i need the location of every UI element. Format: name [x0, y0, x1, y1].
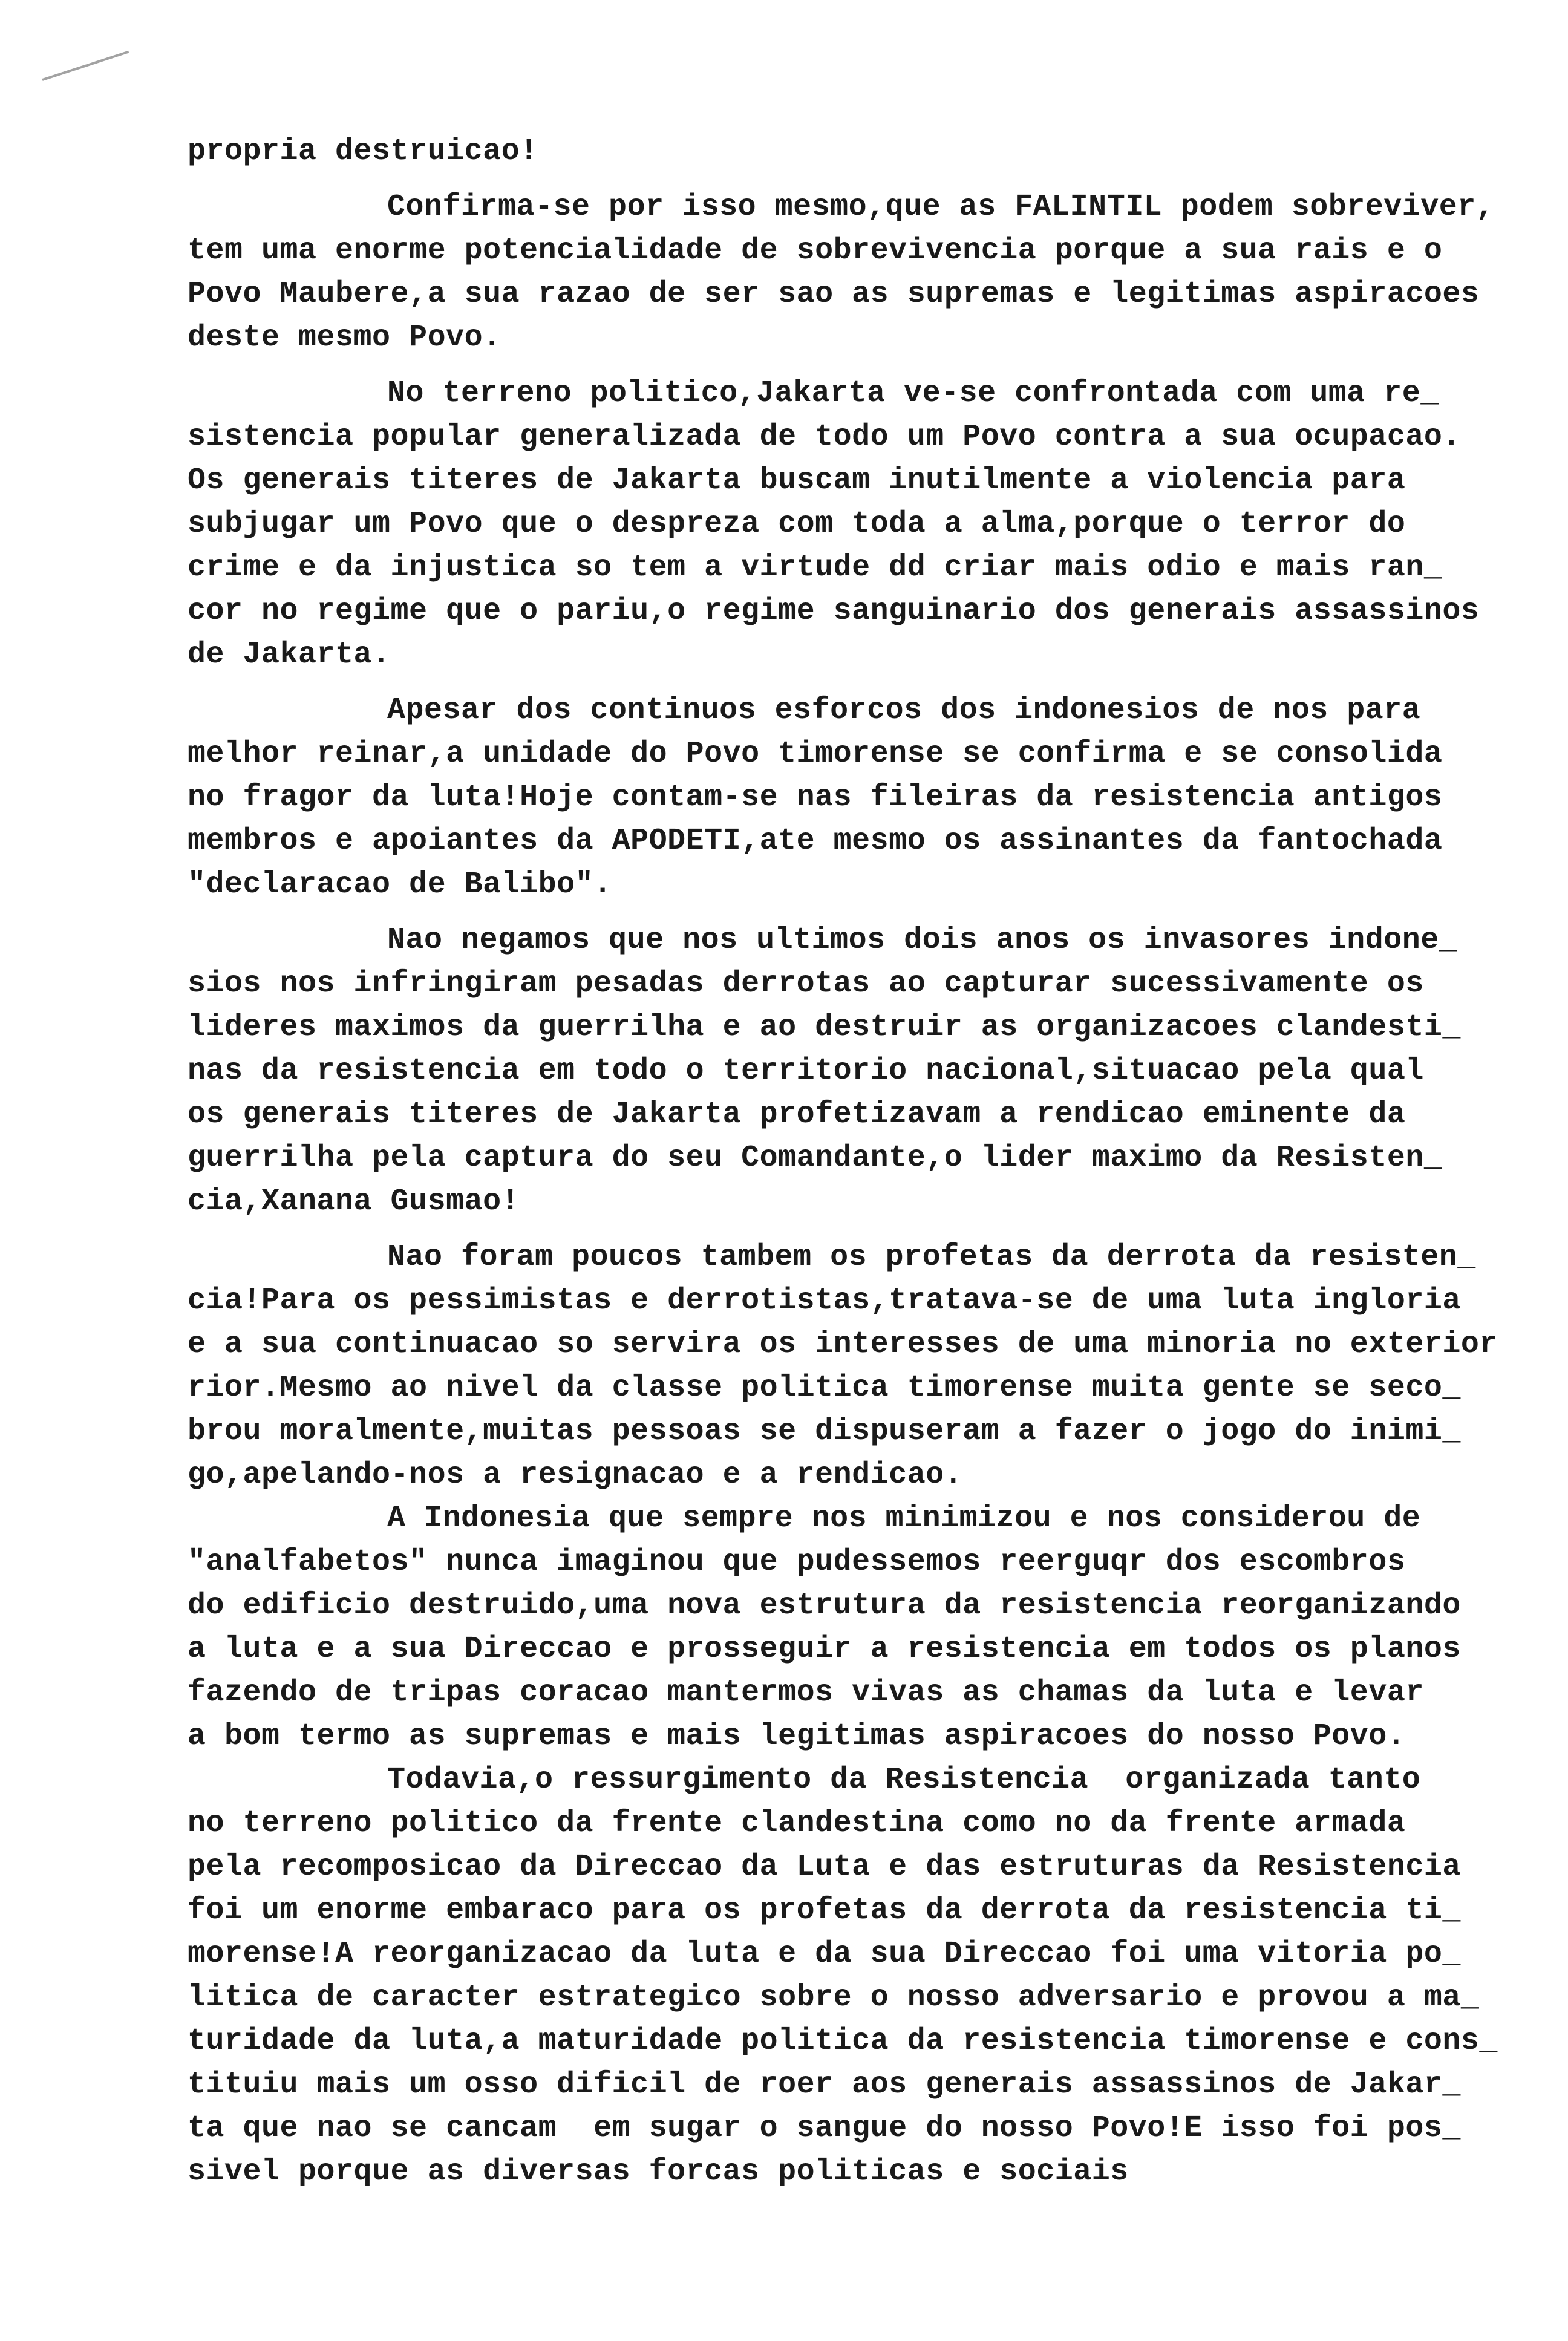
text-line: Todavia,o ressurgimento da Resistencia organizada tanto — [387, 1763, 1421, 1797]
text-line: sios nos infringiram pesadas derrotas ao capturar sucessivamente os — [188, 967, 1424, 1001]
text-line: Os generais titeres de Jakarta buscam inutilmente a violencia para — [188, 463, 1406, 498]
text-line: cor no regime que o pariu,o regime sanguinario dos generais assassinos — [188, 594, 1480, 629]
text-line: A Indonesia que sempre nos minimizou e nos considerou de — [387, 1501, 1421, 1536]
text-line: brou moralmente,muitas pessoas se dispuseram a fazer o jogo do inimi_ — [188, 1414, 1461, 1449]
text-line: nas da resistencia em todo o territorio nacional,situacao pela qual — [188, 1054, 1424, 1088]
text-line: go,apelando-nos a resignacao e a rendicao. — [188, 1458, 963, 1492]
text-line: membros e apoiantes da APODETI,ate mesmo os assinantes da fantochada — [188, 824, 1443, 858]
text-line: tituiu mais um osso dificil de roer aos generais assassinos de Jakar_ — [188, 2068, 1461, 2102]
text-line: Apesar dos continuos esforcos dos indonesios de nos para — [387, 693, 1421, 728]
text-line: propria destruicao! — [188, 134, 538, 169]
paragraph-gap — [188, 677, 1518, 689]
text-line: "declaracao de Balibo". — [188, 867, 612, 902]
text-line: morense!A reorganizacao da luta e da sua Direccao foi uma vitoria po_ — [188, 1937, 1461, 1971]
text-line: de Jakarta. — [188, 638, 391, 672]
text-line: turidade da luta,a maturidade politica da resistencia timorense e cons_ — [188, 2024, 1498, 2059]
text-line: lideres maximos da guerrilha e ao destruir as organizacoes clandesti_ — [188, 1010, 1461, 1045]
text-line: e a sua continuacao so servira os interesses de uma minoria no exterior — [188, 1327, 1498, 1362]
text-line: deste mesmo Povo. — [188, 321, 501, 355]
text-line: "analfabetos" nunca imaginou que pudessemos reerguqr dos escombros — [188, 1545, 1406, 1579]
text-line: do edificio destruido,uma nova estrutura da resistencia reorganizando — [188, 1588, 1461, 1623]
typewritten-text-body — [188, 130, 1518, 2194]
text-line: Povo Maubere,a sua razao de ser sao as supremas e legitimas aspiracoes — [188, 277, 1480, 312]
text-line: a bom termo as supremas e mais legitimas aspiracoes do nosso Povo. — [188, 1719, 1406, 1754]
paragraph-gap — [188, 360, 1518, 372]
paragraph-gap — [188, 1224, 1518, 1236]
text-line: melhor reinar,a unidade do Povo timorense se confirma e se consolida — [188, 737, 1443, 771]
text-line: sivel porque as diversas forcas politicas e sociais — [188, 2155, 1129, 2189]
text-line: no fragor da luta!Hoje contam-se nas fileiras da resistencia antigos — [188, 780, 1443, 815]
paragraph-gap — [188, 174, 1518, 186]
text-line: rior.Mesmo ao nivel da classe politica timorense muita gente se seco_ — [188, 1371, 1461, 1405]
text-line: cia!Para os pessimistas e derrotistas,tratava-se de uma luta ingloria — [188, 1284, 1461, 1318]
stray-pen-mark — [42, 51, 129, 81]
text-line: no terreno politico da frente clandestina como no da frente armada — [188, 1806, 1406, 1841]
text-line: subjugar um Povo que o despreza com toda a alma,porque o terror do — [188, 507, 1406, 541]
paragraph-gap — [188, 907, 1518, 919]
text-line: Nao negamos que nos ultimos dois anos os invasores indone_ — [387, 923, 1458, 958]
text-line: litica de caracter estrategico sobre o nosso adversario e provou a ma_ — [188, 1980, 1480, 2015]
text-line: Nao foram poucos tambem os profetas da derrota da resisten_ — [387, 1240, 1476, 1275]
text-line: pela recomposicao da Direccao da Luta e das estruturas da Resistencia — [188, 1850, 1461, 1884]
text-line: sistencia popular generalizada de todo um Povo contra a sua ocupacao. — [188, 420, 1461, 454]
text-line: Confirma-se por isso mesmo,que as FALINTIL podem sobreviver, — [387, 190, 1495, 224]
text-line: ta que nao se cancam em sugar o sangue do nosso Povo!E isso foi pos_ — [188, 2111, 1461, 2146]
text-line: tem uma enorme potencialidade de sobrevivencia porque a sua rais e o — [188, 233, 1443, 268]
text-line: crime e da injustica so tem a virtude dd criar mais odio e mais ran_ — [188, 550, 1443, 585]
text-line: guerrilha pela captura do seu Comandante,o lider maximo da Resisten_ — [188, 1141, 1443, 1175]
text-line: os generais titeres de Jakarta profetizavam a rendicao eminente da — [188, 1097, 1406, 1132]
text-line: No terreno politico,Jakarta ve-se confrontada com uma re_ — [387, 376, 1439, 411]
text-line: fazendo de tripas coracao mantermos vivas as chamas da luta e levar — [188, 1676, 1424, 1710]
text-line: a luta e a sua Direccao e prosseguir a resistencia em todos os planos — [188, 1632, 1461, 1667]
text-line: cia,Xanana Gusmao! — [188, 1184, 520, 1219]
text-line: foi um enorme embaraco para os profetas da derrota da resistencia ti_ — [188, 1893, 1461, 1928]
